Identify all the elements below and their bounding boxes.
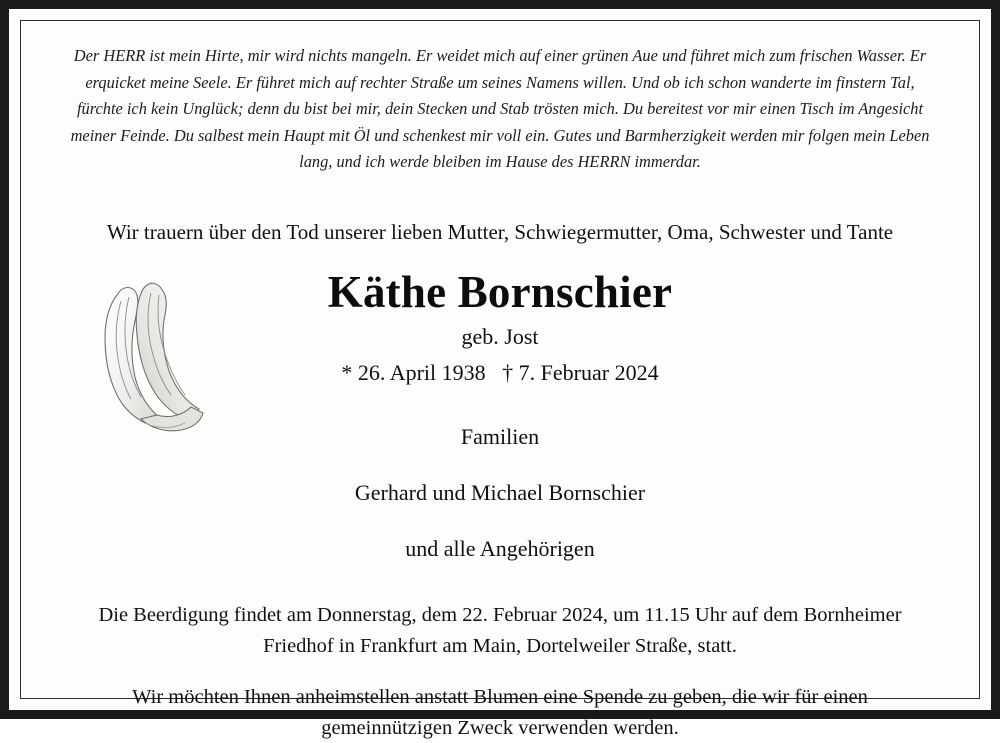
funeral-details: Die Beerdigung findet am Donnerstag, dem 22. Februar 2024, um 11.15 Uhr auf dem Bornheimer Friedhof in Frankfurt am Main, Dortelweiler Straße, statt.	[98, 603, 902, 657]
intro-text: Wir trauern über den Tod unserer lieben Mutter, Schwiegermutter, Oma, Schwester und Tante	[106, 219, 894, 244]
maiden-name: geb. Jost	[461, 323, 539, 349]
spacer	[65, 176, 935, 218]
life-dates: * 26. April 1938 † 7. Februar 2024	[341, 359, 659, 385]
bible-verse: Der HERR ist mein Hirte, mir wird nichts mangeln. Er weidet mich auf einer grünen Aue und führet mich zum frischen Wasser. Er erquicket meine Seele. Er führet mich auf rechter Straße um seines Namens willen. Und ob ich schon wanderte im finstern Tal, fürchte ich kein Unglück; denn du bist bei mir, dein Stecken und Stab trösten mich. Du bereitest vor mir einen Tisch im Angesicht meiner Feinde. Du salbest mein Haupt mit Öl und schenkest mir voll ein. Gutes und Barmherzigkeit werden mir folgen mein Leben lang, und ich werde bleiben im Hause des HERRN immerdar.	[70, 46, 930, 172]
donation-request: Wir möchten Ihnen anheimstellen anstatt Blumen eine Spende zu geben, die wir für einen gemeinnützigen Zweck verwenden werden.	[132, 685, 868, 739]
family-line-1: Familien	[460, 423, 540, 449]
family-line-2: Gerhard und Michael Bornschier	[354, 479, 646, 505]
family-block	[65, 420, 935, 566]
deceased-name: Käthe Bornschier	[327, 266, 673, 317]
praying-hands-icon	[81, 267, 221, 432]
family-line-3: und alle Angehörigen	[405, 535, 595, 561]
